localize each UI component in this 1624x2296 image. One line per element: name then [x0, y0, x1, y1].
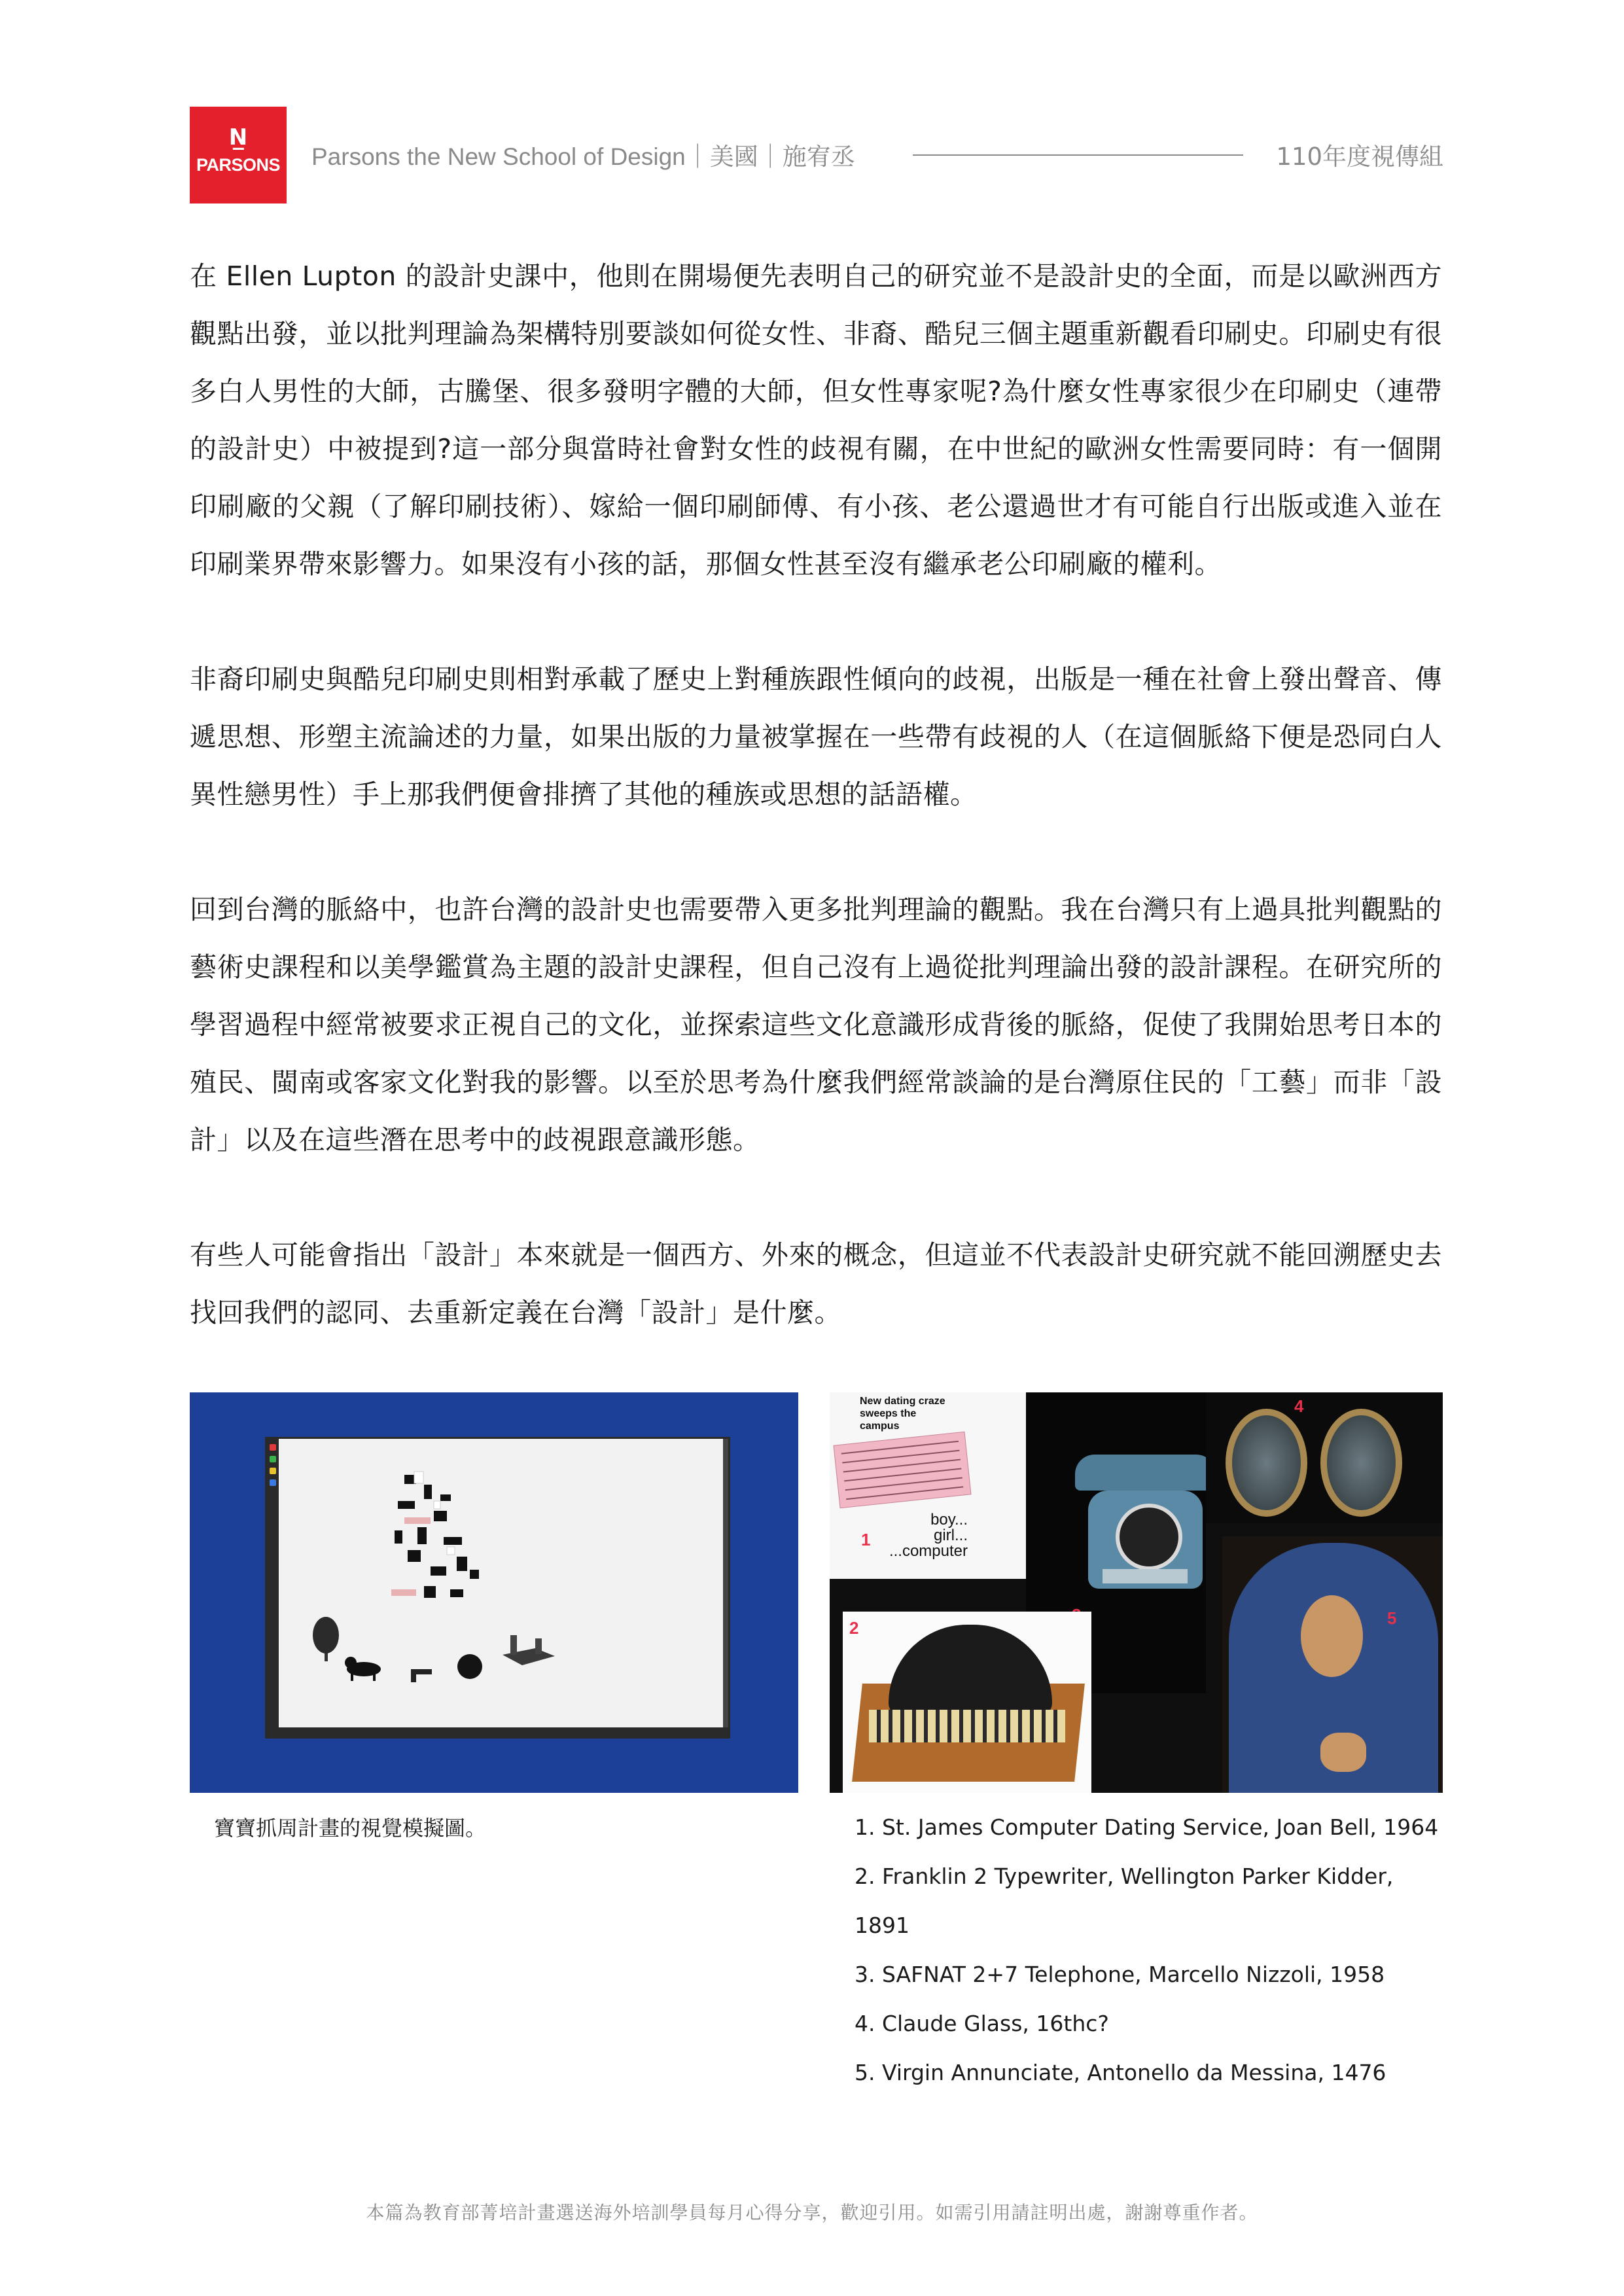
claude-glass-left — [1226, 1409, 1307, 1517]
paragraph-3: 回到台灣的脈絡中，也許台灣的設計史也需要帶入更多批判理論的觀點。我在台灣只有上過具批判觀點的藝術史課程和以美學鑑賞為主題的設計史課程，但自己沒有上過從批判理論出發的設計課程。在研究所的學習過程中經常被要求正視自己的文化，並探索這些文化意識形成背後的脈絡，促使了我開始思考日本的殖民、閩南或客家文化對我的影響。以至於思考為什麼我們經常談論的是台灣原住民的「工藝」而非「設計」以及在這些潛在思考中的歧視跟意識形態。 — [190, 894, 1442, 1156]
footer-note: 本篇為教育部菁培計畫選送海外培訓學員每月心得分享，歡迎引用。如需引用請註明出處，謝謝尊重作者。 — [366, 2202, 1258, 2223]
paragraph-2: 非裔印刷史與酷兒印刷史則相對承載了歷史上對種族跟性傾向的歧視，出版是一種在社會上發出聲音、傳遞思想、形塑主流論述的力量，如果出版的力量被掌握在一些帶有歧視的人（在這個脈絡下便是恐同白人異性戀男性）手上那我們便會排擠了其他的種族或思想的話語權。 — [190, 663, 1442, 810]
marker-1: 1 — [861, 1530, 871, 1549]
telephone-image — [1088, 1491, 1203, 1589]
right-figure-captions — [855, 1803, 1443, 2097]
marker-2: 2 — [849, 1618, 859, 1638]
caption-item-5: 5. Virgin Annunciate, Antonello da Messina, 1476 — [855, 2060, 1386, 2085]
monitor-screen — [265, 1437, 730, 1739]
logo-wordmark: PARSONS — [196, 155, 281, 175]
scene-objects — [267, 1439, 728, 1737]
caption-item-2: 2. Franklin 2 Typewriter, Wellington Parker Kidder, — [855, 1863, 1394, 1889]
parsons-logo — [190, 107, 287, 203]
claude-glass-photo-bg — [1206, 1392, 1443, 1523]
typewriter-image — [843, 1612, 1091, 1793]
design-history-collage — [830, 1392, 1443, 1793]
caption-item-1: 1. St. James Computer Dating Service, Joan Bell, 1964 — [855, 1814, 1439, 1840]
taskbar — [267, 1727, 728, 1737]
clipping-headline: New dating craze sweeps the campus — [860, 1396, 945, 1432]
left-figure-caption: 寶寶抓周計畫的視覺模擬圖。 — [214, 1816, 487, 1841]
dating-service-clipping — [830, 1392, 1026, 1579]
baby-project-mockup-image — [190, 1392, 798, 1793]
caption-item-2-cont: 1891 — [855, 1913, 909, 1938]
claude-glass-right — [1320, 1409, 1402, 1517]
punch-card — [833, 1432, 971, 1509]
clipping-line-computer: ...computer — [889, 1542, 968, 1560]
clipping-line-girl: girl... — [933, 1527, 968, 1544]
header-divider — [913, 154, 1243, 156]
paragraph-4: 有些人可能會指出「設計」本來就是一個西方、外來的概念，但這並不代表設計史研究就不能回溯歷史去找回我們的認同、去重新定義在台灣「設計」是什麼。 — [190, 1239, 1442, 1328]
caption-item-3: 3. SAFNAT 2+7 Telephone, Marcello Nizzoli, 1958 — [855, 1962, 1385, 1987]
virgin-annunciate-image — [1222, 1536, 1443, 1793]
caption-item-4: 4. Claude Glass, 16thc? — [855, 2011, 1109, 2036]
clipping-line-boy: boy... — [930, 1511, 968, 1528]
marker-4: 4 — [1294, 1396, 1304, 1416]
article-body — [190, 247, 1442, 1399]
marker-5: 5 — [1387, 1608, 1397, 1628]
paragraph-1: 在 Ellen Lupton 的設計史課中，他則在開場便先表明自己的研究並不是設計史的全面，而是以歐洲西方觀點出發，並以批判理論為架構特別要談如何從女性、非裔、酷兒三個主題重新觀看印刷史。印刷史有很多白人男性的大師，古騰堡、很多發明字體的大師，但女性專家呢?為什麼女性專家很少在印刷史（連帶的設計史）中被提到?這一部分與當時社會對女性的歧視有關，在中世紀的歐洲女性需要同時：有一個開印刷廠的父親（了解印刷技術）、嫁給一個印刷師傅、有小孩、老公還過世才有可能自行出版或進入並在印刷業界帶來影響力。如果沒有小孩的話，那個女性甚至沒有繼承老公印刷廠的權利。 — [190, 260, 1442, 580]
header-year-group: 110年度視傳組 — [1276, 143, 1443, 171]
logo-mark: N̲ — [228, 124, 248, 150]
header-title: Parsons the New School of Design｜美國｜施宥丞 — [311, 143, 855, 170]
